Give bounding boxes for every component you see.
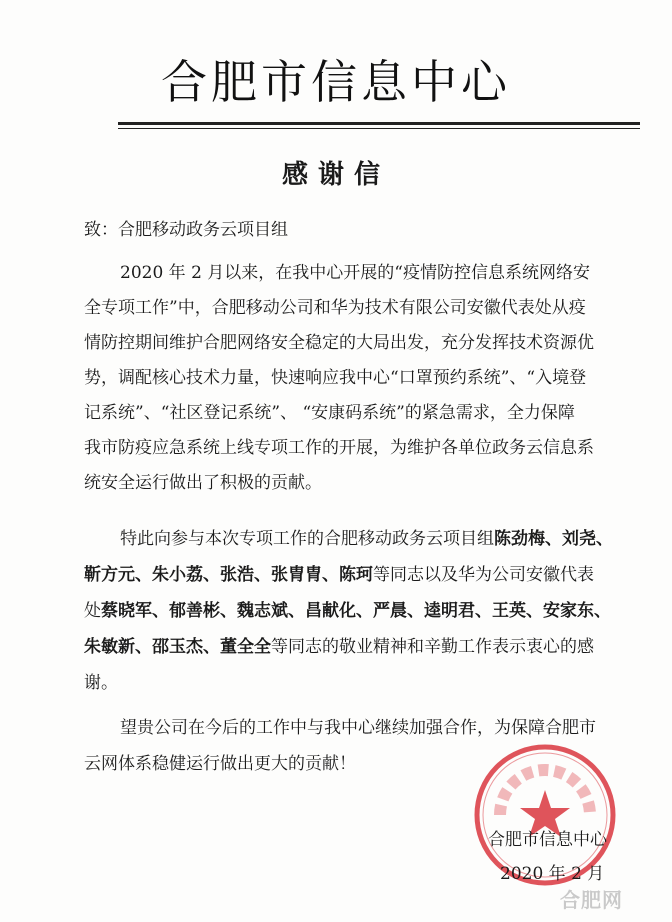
signature-org: 合肥市信息中心	[488, 830, 607, 850]
p2-line	[120, 527, 613, 551]
p2-names: 陈劲梅、刘尧、	[494, 529, 613, 549]
p2-names: 朱敏新、邵玉杰、董全全	[84, 637, 271, 657]
p2-line	[84, 563, 594, 587]
p2-line	[84, 635, 594, 659]
p1-line: 我市防疫应急系统上线专项工作的开展，为维护各单位政务云信息系	[84, 438, 594, 458]
p1-line: 统安全运行做出了积极的贡献。	[84, 473, 322, 493]
letterhead-org-name: 合肥市信息中心	[161, 55, 511, 109]
letterhead-rule-thin	[118, 128, 640, 129]
signature-date: 2020 年 2 月	[500, 864, 605, 884]
watermark: 合肥网	[560, 888, 623, 912]
salutation: 致：合肥移动政务云项目组	[84, 220, 288, 240]
p2-text: 等同志以及华为公司安徽代表	[373, 565, 594, 585]
p2-text: 处	[84, 601, 101, 621]
p1-line: 记系统”、“社区登记系统”、 “安康码系统”的紧急需求，全力保障	[84, 403, 575, 423]
letter-title: 感谢信	[281, 160, 390, 190]
p2-text: 等同志的敬业精神和辛勤工作表示衷心的感	[271, 637, 594, 657]
p1-line: 全专项工作”中，合肥移动公司和华为技术有限公司安徽代表处从疫	[84, 298, 586, 318]
p2-names: 蔡晓军、郁善彬、魏志斌、昌献化、严晨、逵明君、王英、安家东、	[101, 601, 611, 621]
p2-names: 靳方元、朱小荔、张浩、张胄胄、陈珂	[84, 565, 373, 585]
p1-line: 2020 年 2 月以来，在我中心开展的“疫情防控信息系统网络安	[120, 263, 590, 283]
p3-line: 云网体系稳健运行做出更大的贡献！	[84, 754, 356, 774]
p1-line: 情防控期间维护合肥网络安全稳定的大局出发，充分发挥技术资源优	[84, 333, 594, 353]
p3-line: 望贵公司在今后的工作中与我中心继续加强合作，为保障合肥市	[120, 718, 596, 738]
p2-text: 特此向参与本次专项工作的合肥移动政务云项目组	[120, 529, 494, 549]
p2-line	[84, 599, 611, 623]
p2-line: 谢。	[84, 673, 118, 693]
p1-line: 势，调配核心技术力量，快速响应我中心“口罩预约系统”、“入境登	[84, 368, 587, 388]
letterhead-rule-thick	[118, 122, 640, 125]
